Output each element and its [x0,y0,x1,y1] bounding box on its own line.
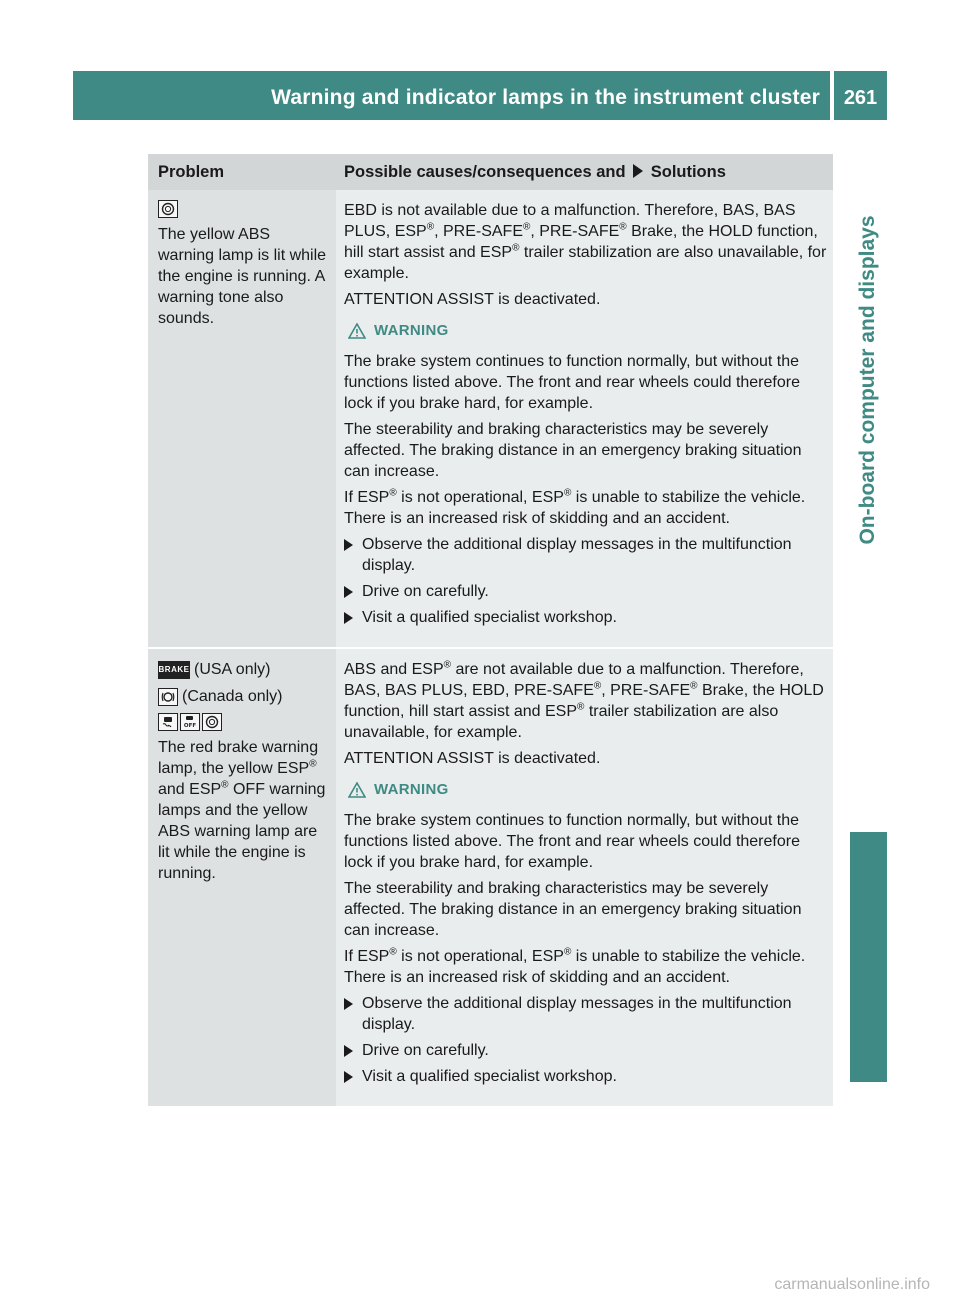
abs-lamp-icon [202,713,222,731]
step-arrow-icon [344,607,362,628]
attention-assist-text: ATTENTION ASSIST is deactivated. [344,750,601,767]
watermark: carmanualsonline.info [774,1276,930,1293]
page-number: 261 [843,87,878,109]
cause-text: EBD is not available due to a malfunction. Therefore, BAS, BAS PLUS, ESP®, PRE-SAFE®, PRE-SAFE® Brake, the HOLD function, hill start assist and ESP® trailer stabilization are also unavailable, for example. [344,202,827,282]
svg-text:OFF: OFF [183,723,197,729]
header-solutions-text: Possible causes/consequences and [344,162,626,181]
warning-text: If ESP® is not operational, ESP® is unable to stabilize the vehicle. There is an increased risk of skidding and an accident. [344,487,806,527]
action-step: Visit a qualified specialist workshop. [344,607,827,628]
section-header-bar [73,71,830,120]
solution-cell [336,190,833,647]
brake-lamp-icon: BRAKE [158,661,190,679]
usa-only-label: (USA only) [194,661,271,678]
warning-text: The brake system continues to function normally, but without the functions listed above. The front and rear wheels could therefore lock if you brake hard, for example. [344,353,800,412]
solution-cell [336,649,833,1106]
header-solutions-suffix: Solutions [650,162,726,181]
warning-text: If ESP® is not operational, ESP® is unable to stabilize the vehicle. There is an increased risk of skidding and an accident. [344,946,806,986]
side-tab-marker [850,832,887,1082]
table-row [148,190,833,647]
warning-triangle-icon [348,323,366,339]
canada-only-label: (Canada only) [182,688,283,705]
warning-heading [348,320,827,341]
cause-text: ABS and ESP® are not available due to a malfunction. Therefore, BAS, BAS PLUS, EBD, PRE-SAFE®, PRE-SAFE® Brake, the HOLD function, hill start assist and ESP® trailer stabilization are also unavailable, for example. [344,659,824,741]
esp-off-lamp-icon [180,713,200,731]
problem-text: The yellow ABS warning lamp is lit while the engine is running. A warning tone also sounds. [158,226,327,327]
warning-label: WARNING [374,322,449,339]
warning-heading [348,779,827,800]
step-arrow-icon [344,1066,362,1087]
warning-lamp-table [148,154,833,1106]
header-solutions [336,162,833,183]
header-problem: Problem [158,162,225,181]
warning-label: WARNING [374,781,449,798]
action-step: Drive on carefully. [344,581,827,602]
arrow-right-icon [633,164,643,178]
warning-triangle-icon [348,782,366,798]
warning-text: The brake system continues to function normally, but without the functions listed above. The front and rear wheels could therefore lock if you brake hard, for example. [344,812,800,871]
side-tab-label: On-board computer and displays [856,215,879,545]
table-row [148,647,833,1106]
attention-assist-text: ATTENTION ASSIST is deactivated. [344,291,601,308]
section-title: Warning and indicator lamps in the instrument cluster [271,86,820,109]
table-header [148,154,833,190]
page-number-box [834,71,887,120]
problem-cell [148,649,336,1106]
warning-text: The steerability and braking characteristics may be severely affected. The braking distance in an emergency braking situation can increase. [344,421,802,480]
action-step: Observe the additional display messages in the multifunction display. [344,993,827,1035]
warning-text: The steerability and braking characteristics may be severely affected. The braking distance in an emergency braking situation can increase. [344,880,802,939]
step-arrow-icon [344,581,362,602]
action-step: Visit a qualified specialist workshop. [344,1066,827,1087]
step-arrow-icon [344,534,362,576]
esp-lamp-icon [158,713,178,731]
action-step: Observe the additional display messages in the multifunction display. [344,534,827,576]
problem-cell [148,190,336,647]
step-arrow-icon [344,1040,362,1061]
problem-text: The red brake warning lamp, the yellow ESP® and ESP® OFF warning lamps and the yellow ABS warning lamp are lit while the engine is running. [158,739,326,882]
step-arrow-icon [344,993,362,1035]
abs-lamp-icon [158,200,178,218]
brake-circle-lamp-icon [158,688,178,706]
action-step: Drive on carefully. [344,1040,827,1061]
